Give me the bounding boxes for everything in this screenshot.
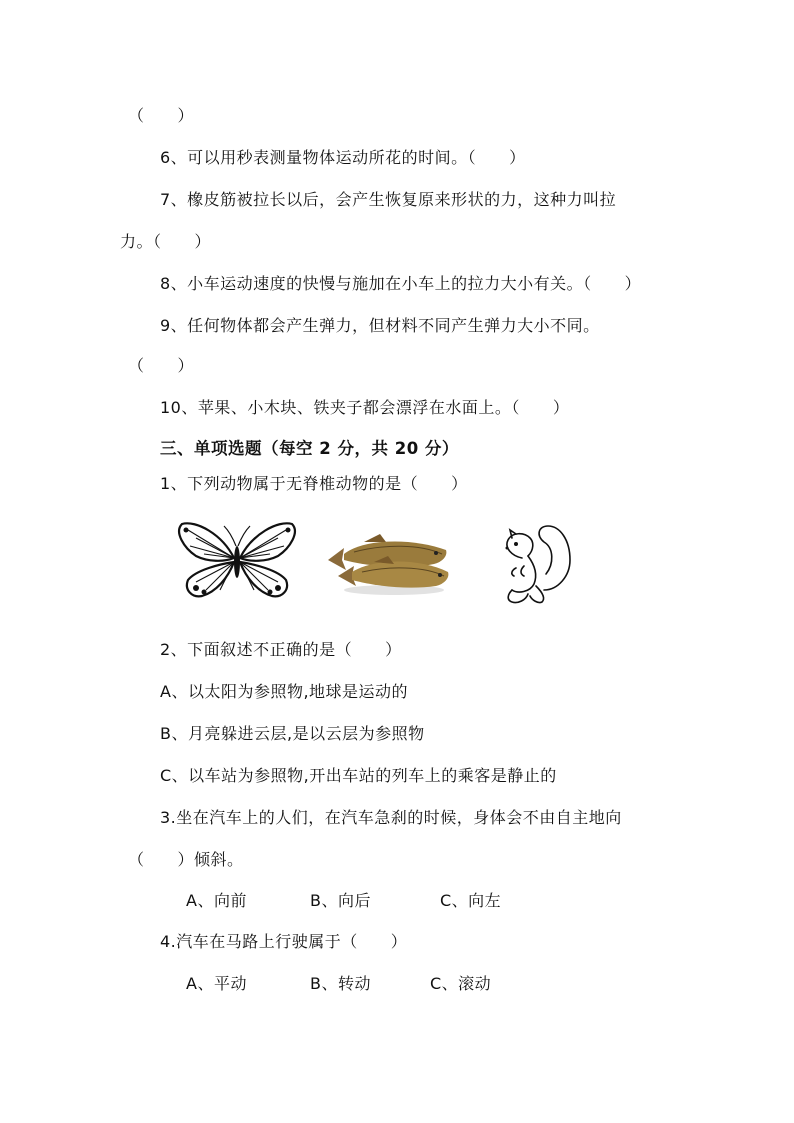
squirrel-image — [498, 520, 582, 606]
q4-option-c: C、滚动 — [430, 974, 492, 993]
question-8: 8、小车运动速度的快慢与施加在小车上的拉力大小有关。（ ） — [160, 274, 642, 293]
question-10: 10、苹果、小木块、铁夹子都会漂浮在水面上。（ ） — [160, 398, 570, 417]
question-7-line-1: 7、橡皮筋被拉长以后，会产生恢复原来形状的力，这种力叫拉 — [160, 190, 617, 209]
q3-option-b: B、向后 — [310, 891, 371, 910]
choice-question-3-line-1: 3.坐在汽车上的人们，在汽车急刹的时候，身体会不由自主地向 — [160, 808, 622, 827]
q2-option-b: B、月亮躲进云层,是以云层为参照物 — [160, 724, 425, 743]
question-7-line-2: 力。（ ） — [120, 232, 212, 251]
butterfly-image — [176, 518, 298, 600]
q2-option-c: C、以车站为参照物,开出车站的列车上的乘客是静止的 — [160, 766, 557, 785]
question-9-line-2: （ ） — [128, 356, 195, 375]
choice-question-4: 4.汽车在马路上行驶属于（ ） — [160, 932, 408, 951]
choice-question-2: 2、下面叙述不正确的是（ ） — [160, 640, 402, 659]
q4-option-b: B、转动 — [310, 974, 371, 993]
q4-option-a: A、平动 — [186, 974, 247, 993]
choice-question-3-line-2: （ ）倾斜。 — [128, 850, 244, 869]
question-6: 6、可以用秒表测量物体运动所花的时间。（ ） — [160, 148, 526, 167]
q5-answer-blank: （ ） — [128, 106, 195, 125]
q2-option-a: A、以太阳为参照物,地球是运动的 — [160, 682, 409, 701]
q3-option-a: A、向前 — [186, 891, 247, 910]
section-three-heading: 三、单项选题（每空 2 分，共 20 分） — [160, 439, 459, 458]
q3-option-c: C、向左 — [440, 891, 502, 910]
choice-question-1: 1、下列动物属于无脊椎动物的是（ ） — [160, 474, 468, 493]
fish-image — [324, 530, 454, 596]
question-9-line-1: 9、任何物体都会产生弹力，但材料不同产生弹力大小不同。 — [160, 316, 600, 335]
